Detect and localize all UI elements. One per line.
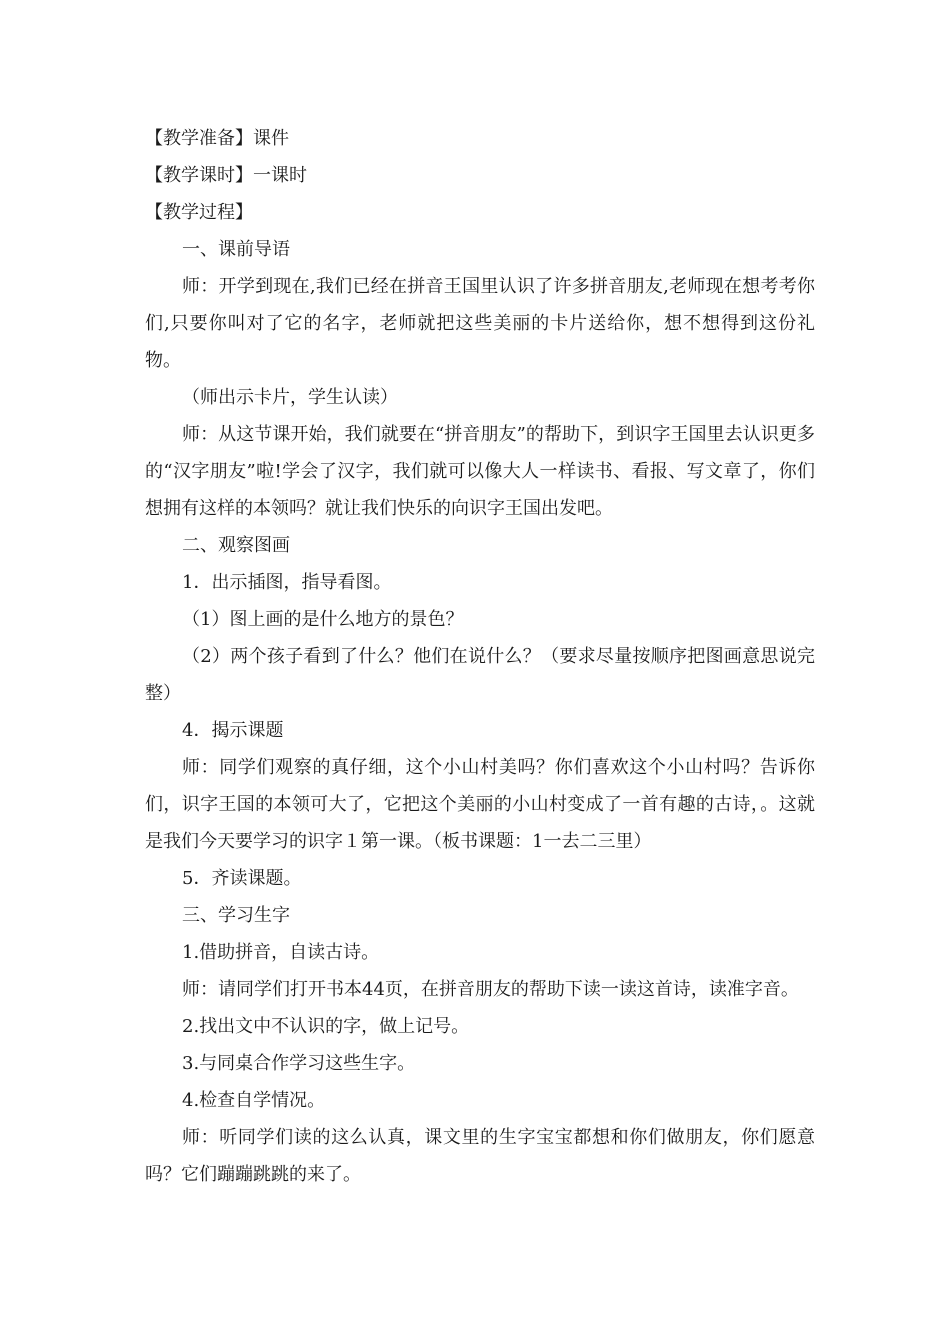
paragraph-prep: 【教学准备】课件 xyxy=(145,128,289,149)
paragraph-read-title: 5．齐读课题。 xyxy=(182,868,302,889)
paragraph-teacher-lesson: 师：从这节课开始，我们就要在“拼音朋友”的帮助下，到识字王国里去认识更多的“汉字朋友”啦!学会了汉字，我们就可以像大人一样读书、看报、写文章了，你们想拥有这样的本领吗？就让我们快乐的向识字王国出发吧。 xyxy=(145,424,815,519)
section-heading-intro: 一、课前导语 xyxy=(182,239,290,260)
paragraph-reveal-title: 4．揭示课题 xyxy=(182,720,284,741)
section-heading-observe: 二、观察图画 xyxy=(182,535,290,556)
paragraph-check-study: 4.检查自学情况。 xyxy=(182,1090,326,1111)
paragraph-card-note: （师出示卡片，学生认读） xyxy=(182,387,398,408)
paragraph-teacher-friends: 师：听同学们读的这么认真，课文里的生字宝宝都想和你们做朋友，你们愿意吗？它们蹦蹦跳跳的来了。 xyxy=(145,1127,815,1185)
paragraph-question-2: （2）两个孩子看到了什么？他们在说什么？（要求尽量按顺序把图画意思说完整） xyxy=(145,646,815,704)
paragraph-find-chars: 2.找出文中不认识的字，做上记号。 xyxy=(182,1016,470,1037)
paragraph-teacher-open-book: 师：请同学们打开书本44页，在拼音朋友的帮助下读一读这首诗，读准字音。 xyxy=(182,979,799,1000)
paragraph-question-1: （1）图上画的是什么地方的景色？ xyxy=(182,609,464,630)
paragraph-pinyin-read: 1.借助拼音，自读古诗。 xyxy=(182,942,380,963)
section-heading-learn: 三、学习生字 xyxy=(182,905,290,926)
document-body xyxy=(145,120,815,1193)
paragraph-teacher-village: 师：同学们观察的真仔细，这个小山村美吗？你们喜欢这个小山村吗？告诉你们，识字王国的本领可大了，它把这个美丽的小山村变成了一首有趣的古诗，。这就是我们今天要学习的识字１第一课。（板书课题：1一去二三里） xyxy=(145,757,815,852)
paragraph-process-heading: 【教学过程】 xyxy=(145,202,253,223)
paragraph-teacher-intro: 师：开学到现在,我们已经在拼音王国里认识了许多拼音朋友,老师现在想考考你们,只要你叫对了它的名字，老师就把这些美丽的卡片送给你，想不想得到这份礼物。 xyxy=(145,276,815,371)
paragraph-periods: 【教学课时】一课时 xyxy=(145,165,307,186)
paragraph-show-picture: 1．出示插图，指导看图。 xyxy=(182,572,392,593)
paragraph-partner-study: 3.与同桌合作学习这些生字。 xyxy=(182,1053,416,1074)
